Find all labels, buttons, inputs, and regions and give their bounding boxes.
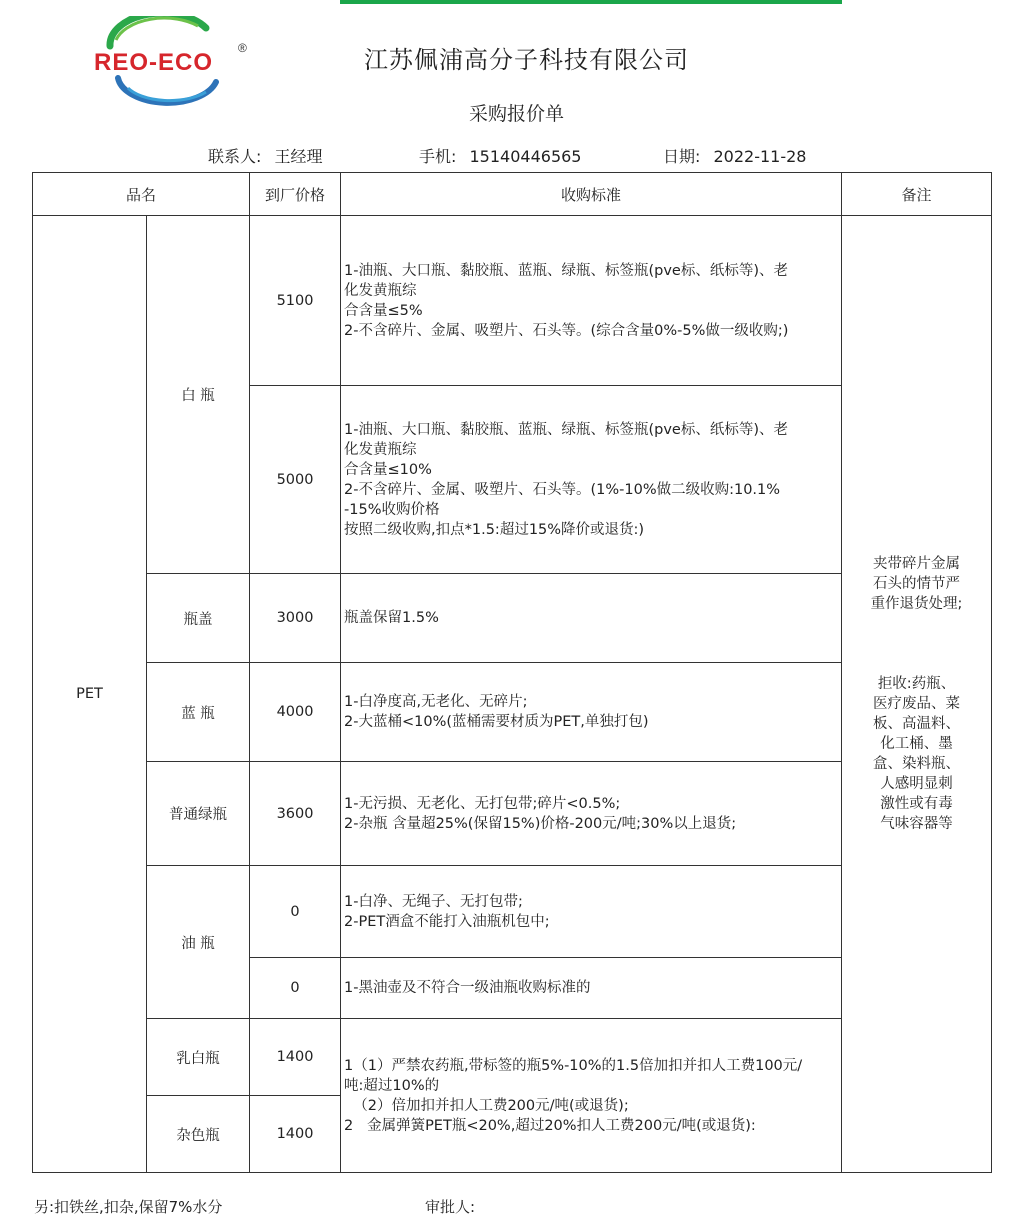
product-mixed-bottle: 杂色瓶: [147, 1096, 250, 1173]
product-milky-bottle: 乳白瓶: [147, 1019, 250, 1096]
contact-value: 王经理: [274, 147, 323, 166]
standard-cell: 1-油瓶、大口瓶、黏胶瓶、蓝瓶、绿瓶、标签瓶(pve标、纸标等)、老 化发黄瓶综 合含量≤10% 2-不含碎片、金属、吸塑片、石头等。(1%-10%做二级收购:10.1% -15%收购价格 按照二级收购,扣点*1.5:超过15%降价或退货:): [341, 386, 842, 574]
phone-info: [419, 144, 581, 167]
price-cell: 3000: [250, 574, 341, 663]
product-oil-bottle: 油 瓶: [147, 866, 250, 1019]
date-value: 2022-11-28: [713, 147, 807, 166]
product-blue-bottle: 蓝 瓶: [147, 663, 250, 762]
header-remark: 备注: [842, 173, 992, 216]
price-cell: 1400: [250, 1019, 341, 1096]
header-price: 到厂价格: [250, 173, 341, 216]
date-label: 日期:: [663, 147, 701, 166]
standard-cell: 1-白净、无绳子、无打包带; 2-PET酒盒不能打入油瓶机包中;: [341, 866, 842, 958]
product-white-bottle: 白 瓶: [147, 216, 250, 574]
standard-cell: 1-黑油壶及不符合一级油瓶收购标准的: [341, 958, 842, 1019]
price-cell: 5100: [250, 216, 341, 386]
table-row: [33, 216, 992, 386]
standard-cell: 瓶盖保留1.5%: [341, 574, 842, 663]
price-cell: 5000: [250, 386, 341, 574]
remark-cell: 夹带碎片金属 石头的情节严 重作退货处理; 拒收:药瓶、 医疗废品、菜 板、高温料、 化工桶、墨 盒、染料瓶、 人感明显刺 激性或有毒 气味容器等: [842, 216, 992, 1173]
standard-cell: 1-无污损、无老化、无打包带;碎片<0.5%; 2-杂瓶 含量超25%(保留15%)价格-200元/吨;30%以上退货;: [341, 762, 842, 866]
standard-cell: 1-油瓶、大口瓶、黏胶瓶、蓝瓶、绿瓶、标签瓶(pve标、纸标等)、老 化发黄瓶综 合含量≤5% 2-不含碎片、金属、吸塑片、石头等。(综合含量0%-5%做一级收购;): [341, 216, 842, 386]
standard-cell: 1-白净度高,无老化、无碎片; 2-大蓝桶<10%(蓝桶需要材质为PET,单独打包): [341, 663, 842, 762]
category-pet: PET: [33, 216, 147, 1173]
phone-label: 手机:: [419, 147, 457, 166]
approver-label: 审批人:: [425, 1198, 476, 1216]
company-name: 江苏佩浦高分子科技有限公司: [364, 46, 689, 74]
table-header-row: [33, 173, 992, 216]
price-cell: 1400: [250, 1096, 341, 1173]
price-cell: 0: [250, 866, 341, 958]
svg-text:®: ®: [238, 41, 247, 55]
header-standard: 收购标准: [341, 173, 842, 216]
date-info: [663, 144, 806, 167]
document-title: 采购报价单: [468, 103, 564, 125]
contact-label: 联系人:: [208, 147, 262, 166]
price-cell: 3600: [250, 762, 341, 866]
product-cap: 瓶盖: [147, 574, 250, 663]
product-green-bottle: 普通绿瓶: [147, 762, 250, 866]
logo-text: REO-ECO: [94, 49, 214, 76]
phone-value: 15140446565: [469, 147, 582, 166]
standard-cell-shared: 1（1）严禁农药瓶,带标签的瓶5%-10%的1.5倍加扣并扣人工费100元/ 吨:超过10%的 （2）倍加扣并扣人工费200元/吨(或退货); 2 金属弹簧PET瓶<20%,超过20%扣人工费200元/吨(或退货):: [341, 1019, 842, 1173]
header-name: 品名: [33, 173, 250, 216]
top-accent-bar: [340, 0, 842, 4]
footer-note: 另:扣铁丝,扣杂,保留7%水分: [34, 1198, 223, 1216]
quotation-table: [32, 172, 992, 1173]
price-cell: 4000: [250, 663, 341, 762]
price-cell: 0: [250, 958, 341, 1019]
contact-info: [208, 144, 323, 167]
